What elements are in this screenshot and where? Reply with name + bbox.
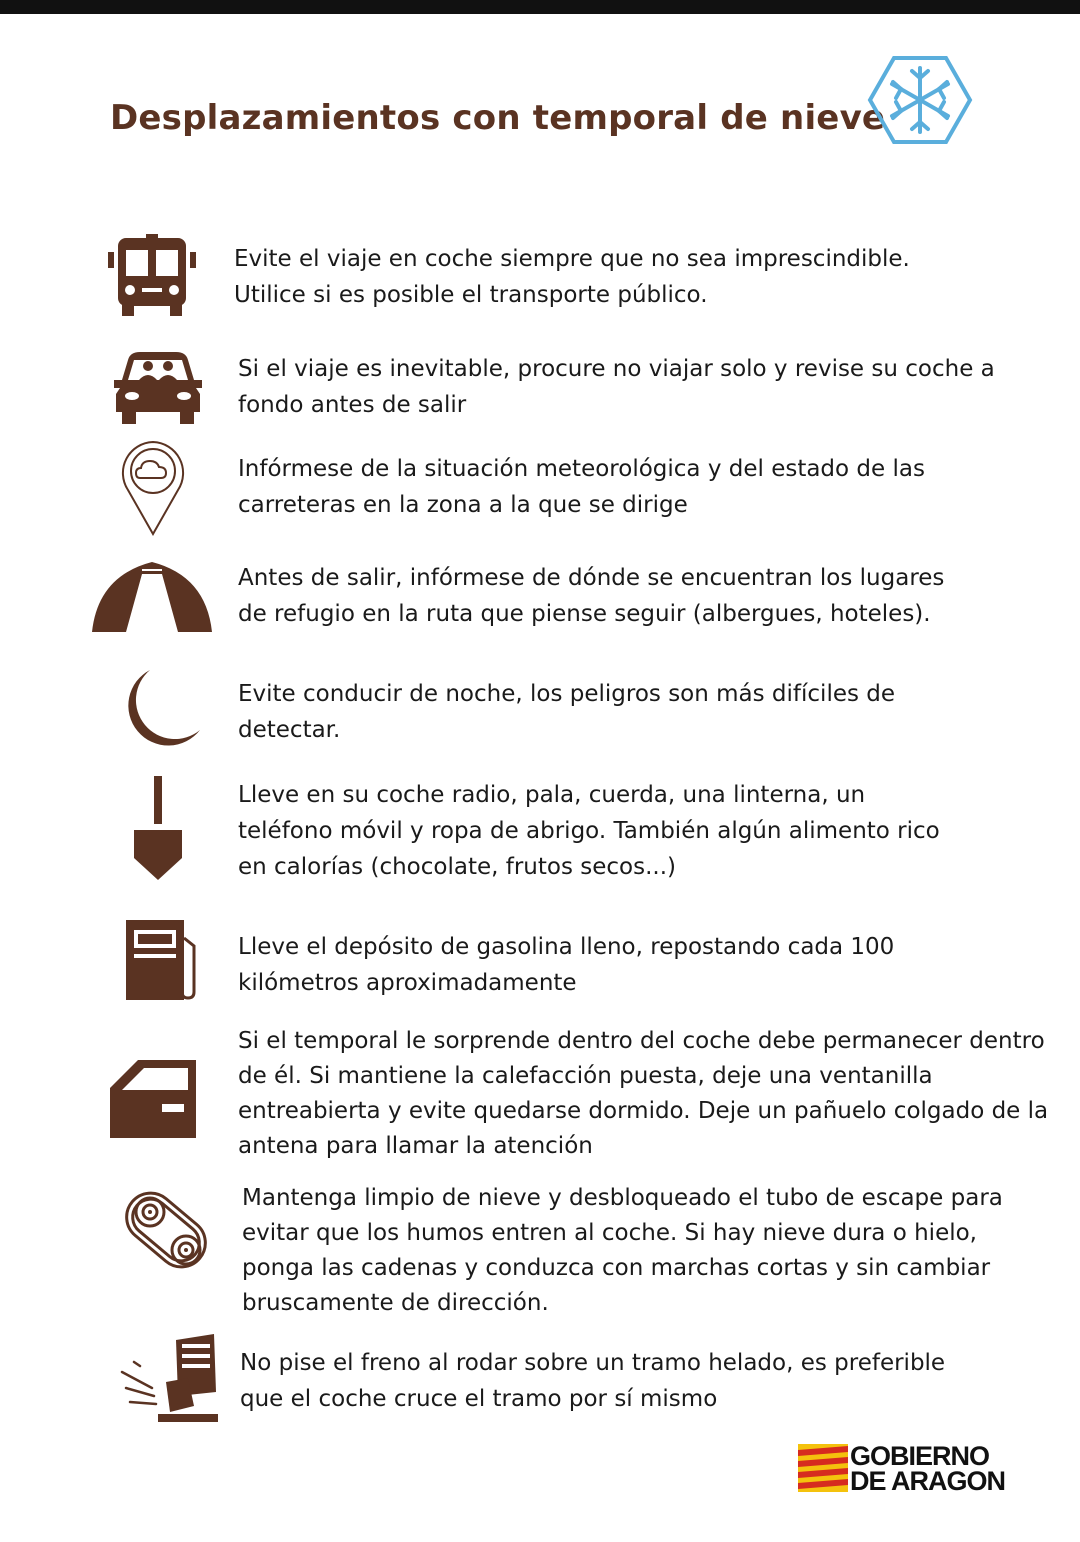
tip-line: No pise el freno al rodar sobre un tramo helado, es preferible [240, 1350, 946, 1376]
tip-line: en calorías (chocolate, frutos secos...) [238, 854, 676, 880]
tip-line: antena para llamar la atención [238, 1133, 593, 1159]
tip-line: que el coche cruce el tramo por sí mismo [240, 1386, 718, 1412]
tip-line: Evite conducir de noche, los peligros son más difíciles de [238, 681, 896, 707]
tip-line: Utilice si es posible el transporte público. [234, 282, 708, 308]
top-bar [0, 0, 1080, 14]
tip-line: Evite el viaje en coche siempre que no sea imprescindible. [234, 246, 910, 272]
tip-line: bruscamente de dirección. [242, 1290, 549, 1316]
tip-line: entreabierta y evite quedarse dormido. Deje un pañuelo colgado de la [238, 1098, 1049, 1124]
tip-line: Antes de salir, infórmese de dónde se encuentran los lugares [238, 565, 945, 591]
tip-line: fondo antes de salir [238, 392, 467, 418]
bus-icon [106, 234, 198, 316]
tip-line: Mantenga limpio de nieve y desbloqueado el tubo de escape para [242, 1185, 1003, 1211]
tip-line: detectar. [238, 717, 341, 743]
logo-line-2: DE ARAGON [850, 1466, 1006, 1496]
shovel-icon [132, 776, 184, 882]
tip-line: de refugio en la ruta que piense seguir (albergues, hoteles). [238, 601, 931, 627]
tip-line: Lleve en su coche radio, pala, cuerda, una linterna, un [238, 782, 866, 808]
tip-line: ponga las cadenas y conduzca con marchas cortas y sin cambiar [242, 1255, 991, 1281]
aragon-flag-icon [798, 1444, 848, 1492]
car-passengers-icon [106, 350, 210, 426]
belt-chain-icon [116, 1180, 216, 1280]
tip-line: Si el temporal le sorprende dentro del coche debe permanecer dentro [238, 1028, 1045, 1054]
tip-line: teléfono móvil y ropa de abrigo. También algún alimento rico [238, 818, 940, 844]
tip-line: evitar que los humos entren al coche. Si hay nieve dura o hielo, [242, 1220, 977, 1246]
tip-line: Lleve el depósito de gasolina lleno, repostando cada 100 [238, 934, 895, 960]
tunnel-icon [90, 560, 214, 634]
snowflake-icon [866, 52, 974, 148]
tip-line: Si el viaje es inevitable, procure no viajar solo y revise su coche a [238, 356, 995, 382]
weather-pin-icon [120, 440, 186, 536]
tip-line: carreteras en la zona a la que se dirige [238, 492, 688, 518]
tip-line: de él. Si mantiene la calefacción puesta, deje una ventanilla [238, 1063, 933, 1089]
car-door-icon [108, 1058, 198, 1140]
tip-line: kilómetros aproximadamente [238, 970, 577, 996]
car-skid-icon [118, 1332, 220, 1426]
moon-icon [118, 668, 202, 750]
tip-line: Infórmese de la situación meteorológica y del estado de las [238, 456, 925, 482]
logo-line-1: GOBIERNO [850, 1441, 990, 1471]
page-title: Desplazamientos con temporal de nieve [110, 98, 886, 138]
fuel-pump-icon [124, 918, 204, 1002]
